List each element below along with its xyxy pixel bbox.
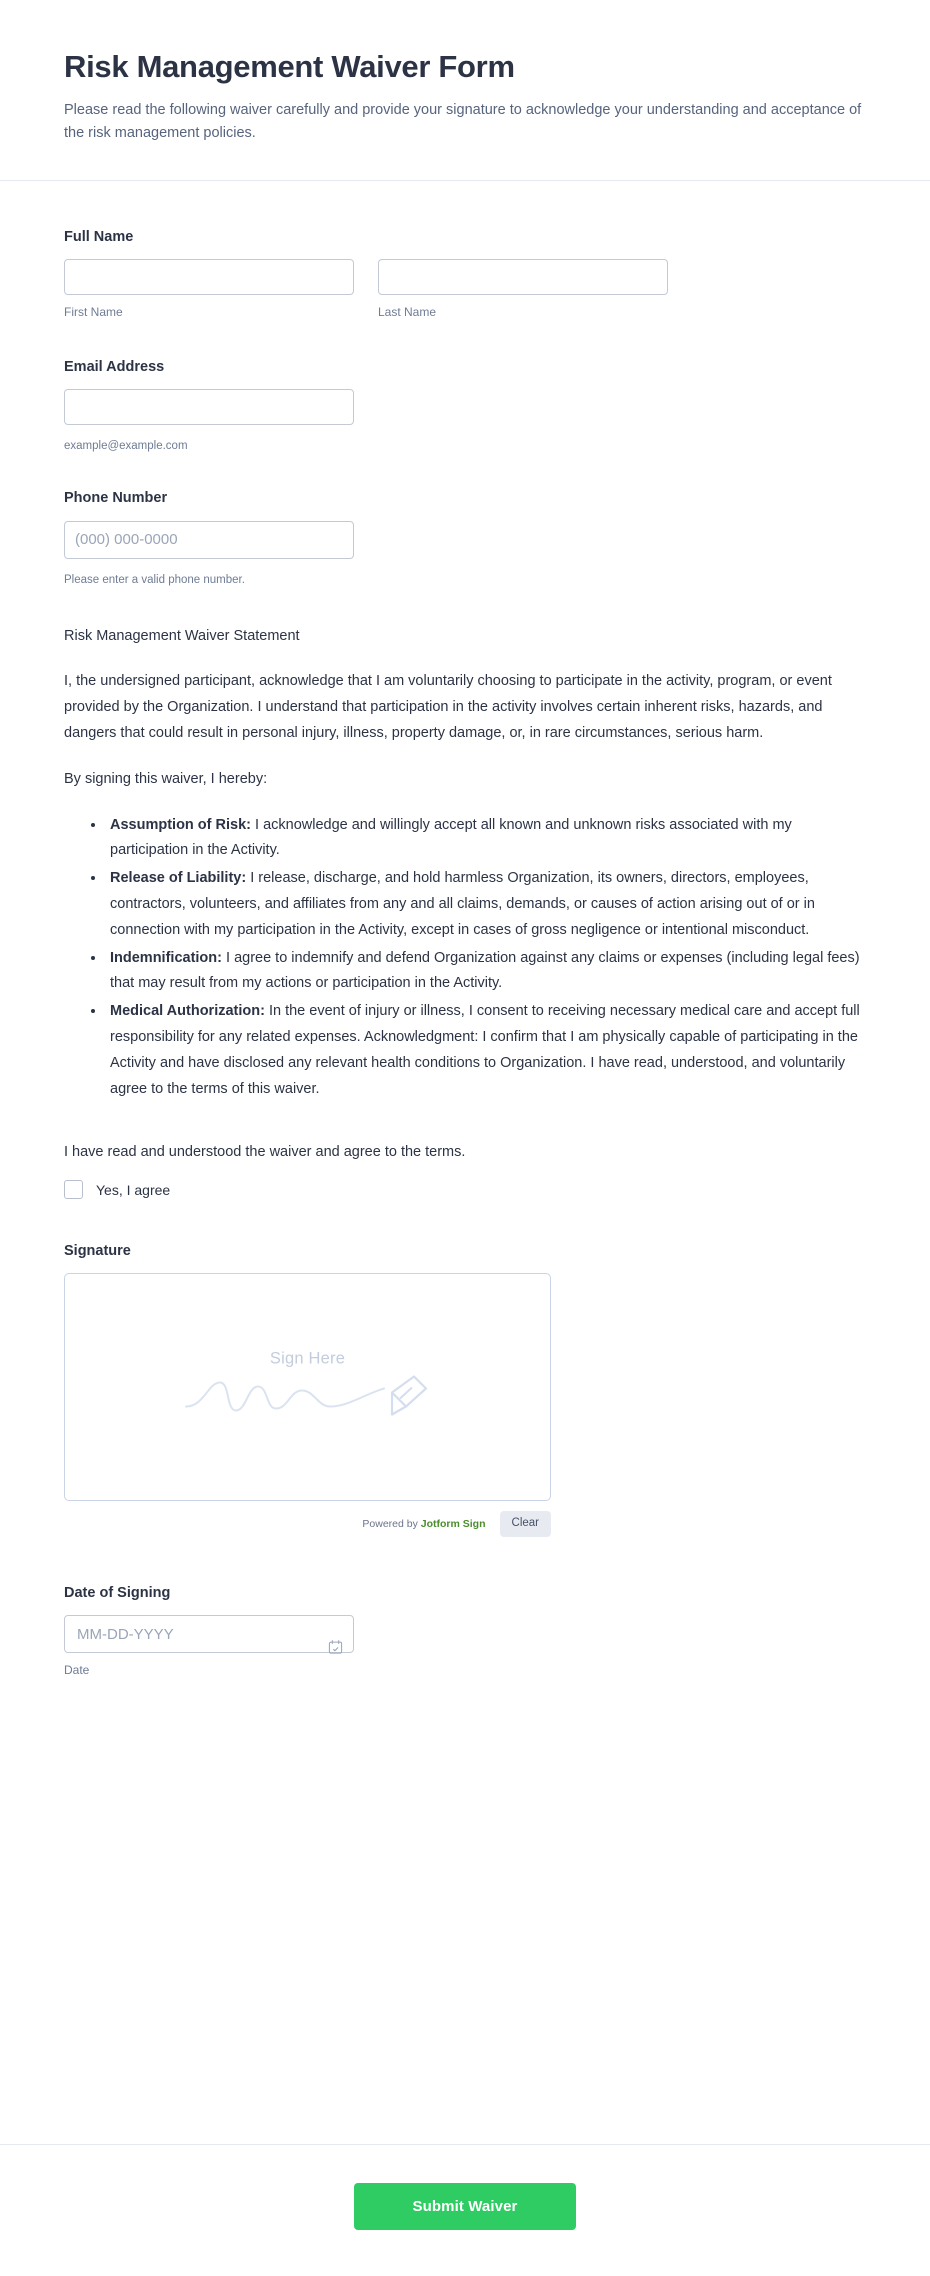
signature-placeholder (65, 1350, 550, 1425)
field-full-name (64, 227, 866, 321)
date-input-wrap (64, 1615, 354, 1679)
form-subtitle: Please read the following waiver carefully and provide your signature to acknowledge your understanding and acceptance of the risk management policies. (64, 101, 862, 142)
signature-block (64, 1241, 866, 1537)
list-item (106, 946, 866, 998)
field-date-of-signing (64, 1583, 866, 1713)
waiver-clause-list (64, 813, 866, 1103)
powered-by-text (362, 1518, 485, 1530)
clause-lead: Assumption of Risk: (110, 816, 251, 833)
date-of-signing-input[interactable] (64, 1615, 354, 1653)
pen-nib-icon (392, 1377, 426, 1415)
list-item (106, 813, 866, 865)
clause-lead: Release of Liability: (110, 870, 247, 887)
clear-signature-button[interactable]: Clear (500, 1511, 551, 1537)
first-name-col (64, 259, 354, 321)
form-footer (0, 2145, 930, 2276)
email-col (64, 389, 354, 454)
form-body (0, 181, 930, 2144)
clause-lead: Indemnification: (110, 949, 222, 966)
last-name-input[interactable] (378, 259, 668, 295)
phone-col (64, 521, 354, 588)
last-name-col (378, 259, 668, 321)
first-name-sublabel: First Name (64, 305, 123, 320)
clause-text: I acknowledge and willingly accept all known and unknown risks associated with my participation in the Activity. (110, 816, 792, 859)
signature-scribble-icon (178, 1363, 438, 1425)
agree-checkbox[interactable] (64, 1180, 83, 1199)
date-of-signing-label: Date of Signing (64, 1585, 171, 1602)
phone-hint: Please enter a valid phone number. (64, 573, 245, 586)
field-phone (64, 488, 866, 587)
waiver-heading: Risk Management Waiver Statement (64, 627, 300, 644)
signature-footer (64, 1511, 551, 1537)
first-name-input[interactable] (64, 259, 354, 295)
phone-input[interactable] (64, 521, 354, 559)
full-name-label: Full Name (64, 228, 134, 245)
sign-here-text: Sign Here (269, 1349, 346, 1368)
powered-prefix: Powered by (362, 1518, 421, 1531)
agreement-checkbox-row[interactable] (64, 1180, 866, 1199)
jotform-sign-brand: Jotform Sign (420, 1518, 486, 1531)
waiver-paragraph-2: By signing this waiver, I hereby: (64, 770, 268, 787)
full-name-inputs (64, 259, 866, 321)
form-header (0, 0, 930, 180)
agree-checkbox-label: Yes, I agree (96, 1181, 171, 1198)
agreement-question: I have read and understood the waiver and agree to the terms. (64, 1144, 466, 1161)
clause-text: I agree to indemnify and defend Organization against any claims or expenses (including legal fees) that may result from my actions or participation in the Activity. (110, 949, 860, 992)
email-label: Email Address (64, 358, 165, 375)
waiver-paragraph-1: I, the undersigned participant, acknowledge that I am voluntarily choosing to participate in the activity, program, or event provided by the Organization. I understand that participation in the activity involves certain inherent risks, hazards, and dangers that could result in personal injury, illness, property damage, or, in rare circumstances, serious harm. (64, 673, 832, 741)
last-name-sublabel: Last Name (378, 305, 437, 320)
signature-label: Signature (64, 1243, 131, 1260)
clause-lead: Medical Authorization: (110, 1003, 265, 1020)
email-input[interactable] (64, 389, 354, 425)
page-title: Risk Management Waiver Form (64, 49, 515, 84)
clause-text: I release, discharge, and hold harmless Organization, its owners, directors, employees, contractors, volunteers, and affiliates from any and all claims, demands, or causes of action arising out of or in connection with my participation in the Activity, except in cases of gross negligence or intentional misconduct. (110, 870, 815, 938)
clause-text: In the event of injury or illness, I consent to receiving necessary medical care and accept full responsibility for any related expenses. Acknowledgment: I confirm that I am physically capable of participating in the Activity and have disclosed any relevant health conditions to Organization. I have read, understood, and voluntarily agree to the terms of this waiver. (110, 1003, 860, 1097)
list-item (106, 999, 866, 1102)
signature-pad[interactable] (64, 1273, 551, 1501)
agreement-block (64, 1142, 866, 1199)
field-email (64, 357, 866, 454)
date-sublabel: Date (64, 1663, 90, 1678)
phone-label: Phone Number (64, 490, 168, 507)
submit-waiver-button[interactable]: Submit Waiver (354, 2183, 576, 2230)
waiver-statement-section (64, 626, 866, 1103)
list-item (106, 866, 866, 943)
email-hint: example@example.com (64, 440, 188, 453)
